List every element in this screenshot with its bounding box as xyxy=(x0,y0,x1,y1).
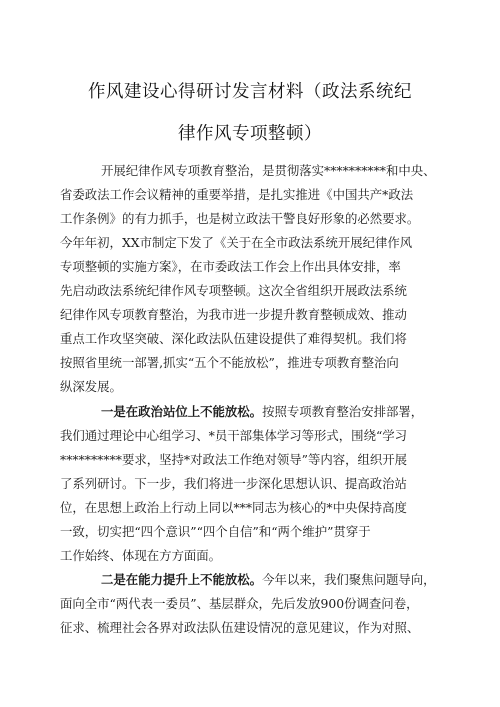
paragraph-line: 征求、梳理社会各界对政法队伍建设情况的意见建议，作为对照、 xyxy=(60,620,420,635)
paragraph-line: 先启动政法系统纪律作风专项整顿。这次全省组织开展政法系统 xyxy=(60,283,407,298)
paragraph-line: 我们通过理论中心组学习、*员干部集体学习等形式，围绕“学习 xyxy=(60,428,408,443)
paragraph-line: 工作始终、体现在方方面面。 xyxy=(60,548,222,563)
paragraph-line: 一致，切实把“四个意识”“四个自信”和“两个维护”贯穿于 xyxy=(60,524,371,539)
paragraph-line: 开展纪律作风专项教育整治，是贯彻落实**********和中央、 xyxy=(101,163,436,178)
section-2-heading: 二是在能力提升上不能放松。 xyxy=(101,572,263,587)
section-1-heading-rest: 按照专项教育整治安排部署， xyxy=(262,404,424,419)
paragraph-line: 工作条例》的有力抓手，也是树立政法干警良好形象的必然要求。 xyxy=(60,211,420,226)
document-title-line-1: 作风建设心得研讨发言材料（政法系统纪 xyxy=(88,82,412,102)
paragraph-line: **********要求，坚持*对政法工作绝对领导”等内容，组织开展 xyxy=(60,452,408,467)
section-1-first-line xyxy=(101,405,423,419)
section-1-heading: 一是在政治站位上不能放松。 xyxy=(101,404,263,419)
paragraph-line: 今年年初，XX市制定下发了《关于在全市政法系统开展纪律作风 xyxy=(60,235,413,250)
document-title-line-2: 律作风专项整顿） xyxy=(178,124,322,144)
paragraph-line: 纵深发展。 xyxy=(60,379,122,394)
section-2-first-line xyxy=(101,573,436,587)
paragraph-line: 了系列研讨。下一步，我们将进一步深化思想认识、提高政治站 xyxy=(60,476,407,491)
paragraph-line: 省委政法工作会议精神的重要举措，是扎实推进《中国共产*政法 xyxy=(60,187,414,202)
paragraph-line: 按照省里统一部署,抓实“五个不能放松”，推进专项教育整治向 xyxy=(60,355,399,370)
paragraph-line: 纪律作风专项教育整治，为我市进一步提升教育整顿成效、推动 xyxy=(60,307,407,322)
paragraph-line: 专项整顿的实施方案》，在市委政法工作会上作出具体安排，率 xyxy=(60,259,401,274)
paragraph-line: 面向全市“两代表一委员”、基层群众，先后发放900份调查问卷， xyxy=(60,596,419,611)
section-2-heading-rest: 今年以来，我们聚焦问题导向， xyxy=(262,572,436,587)
paragraph-line: 位，在思想上政治上行动上同以***同志为核心的*中央保持高度 xyxy=(60,500,407,515)
paragraph-line: 重点工作攻坚突破、深化政法队伍建设提供了难得契机。我们将 xyxy=(60,331,407,346)
